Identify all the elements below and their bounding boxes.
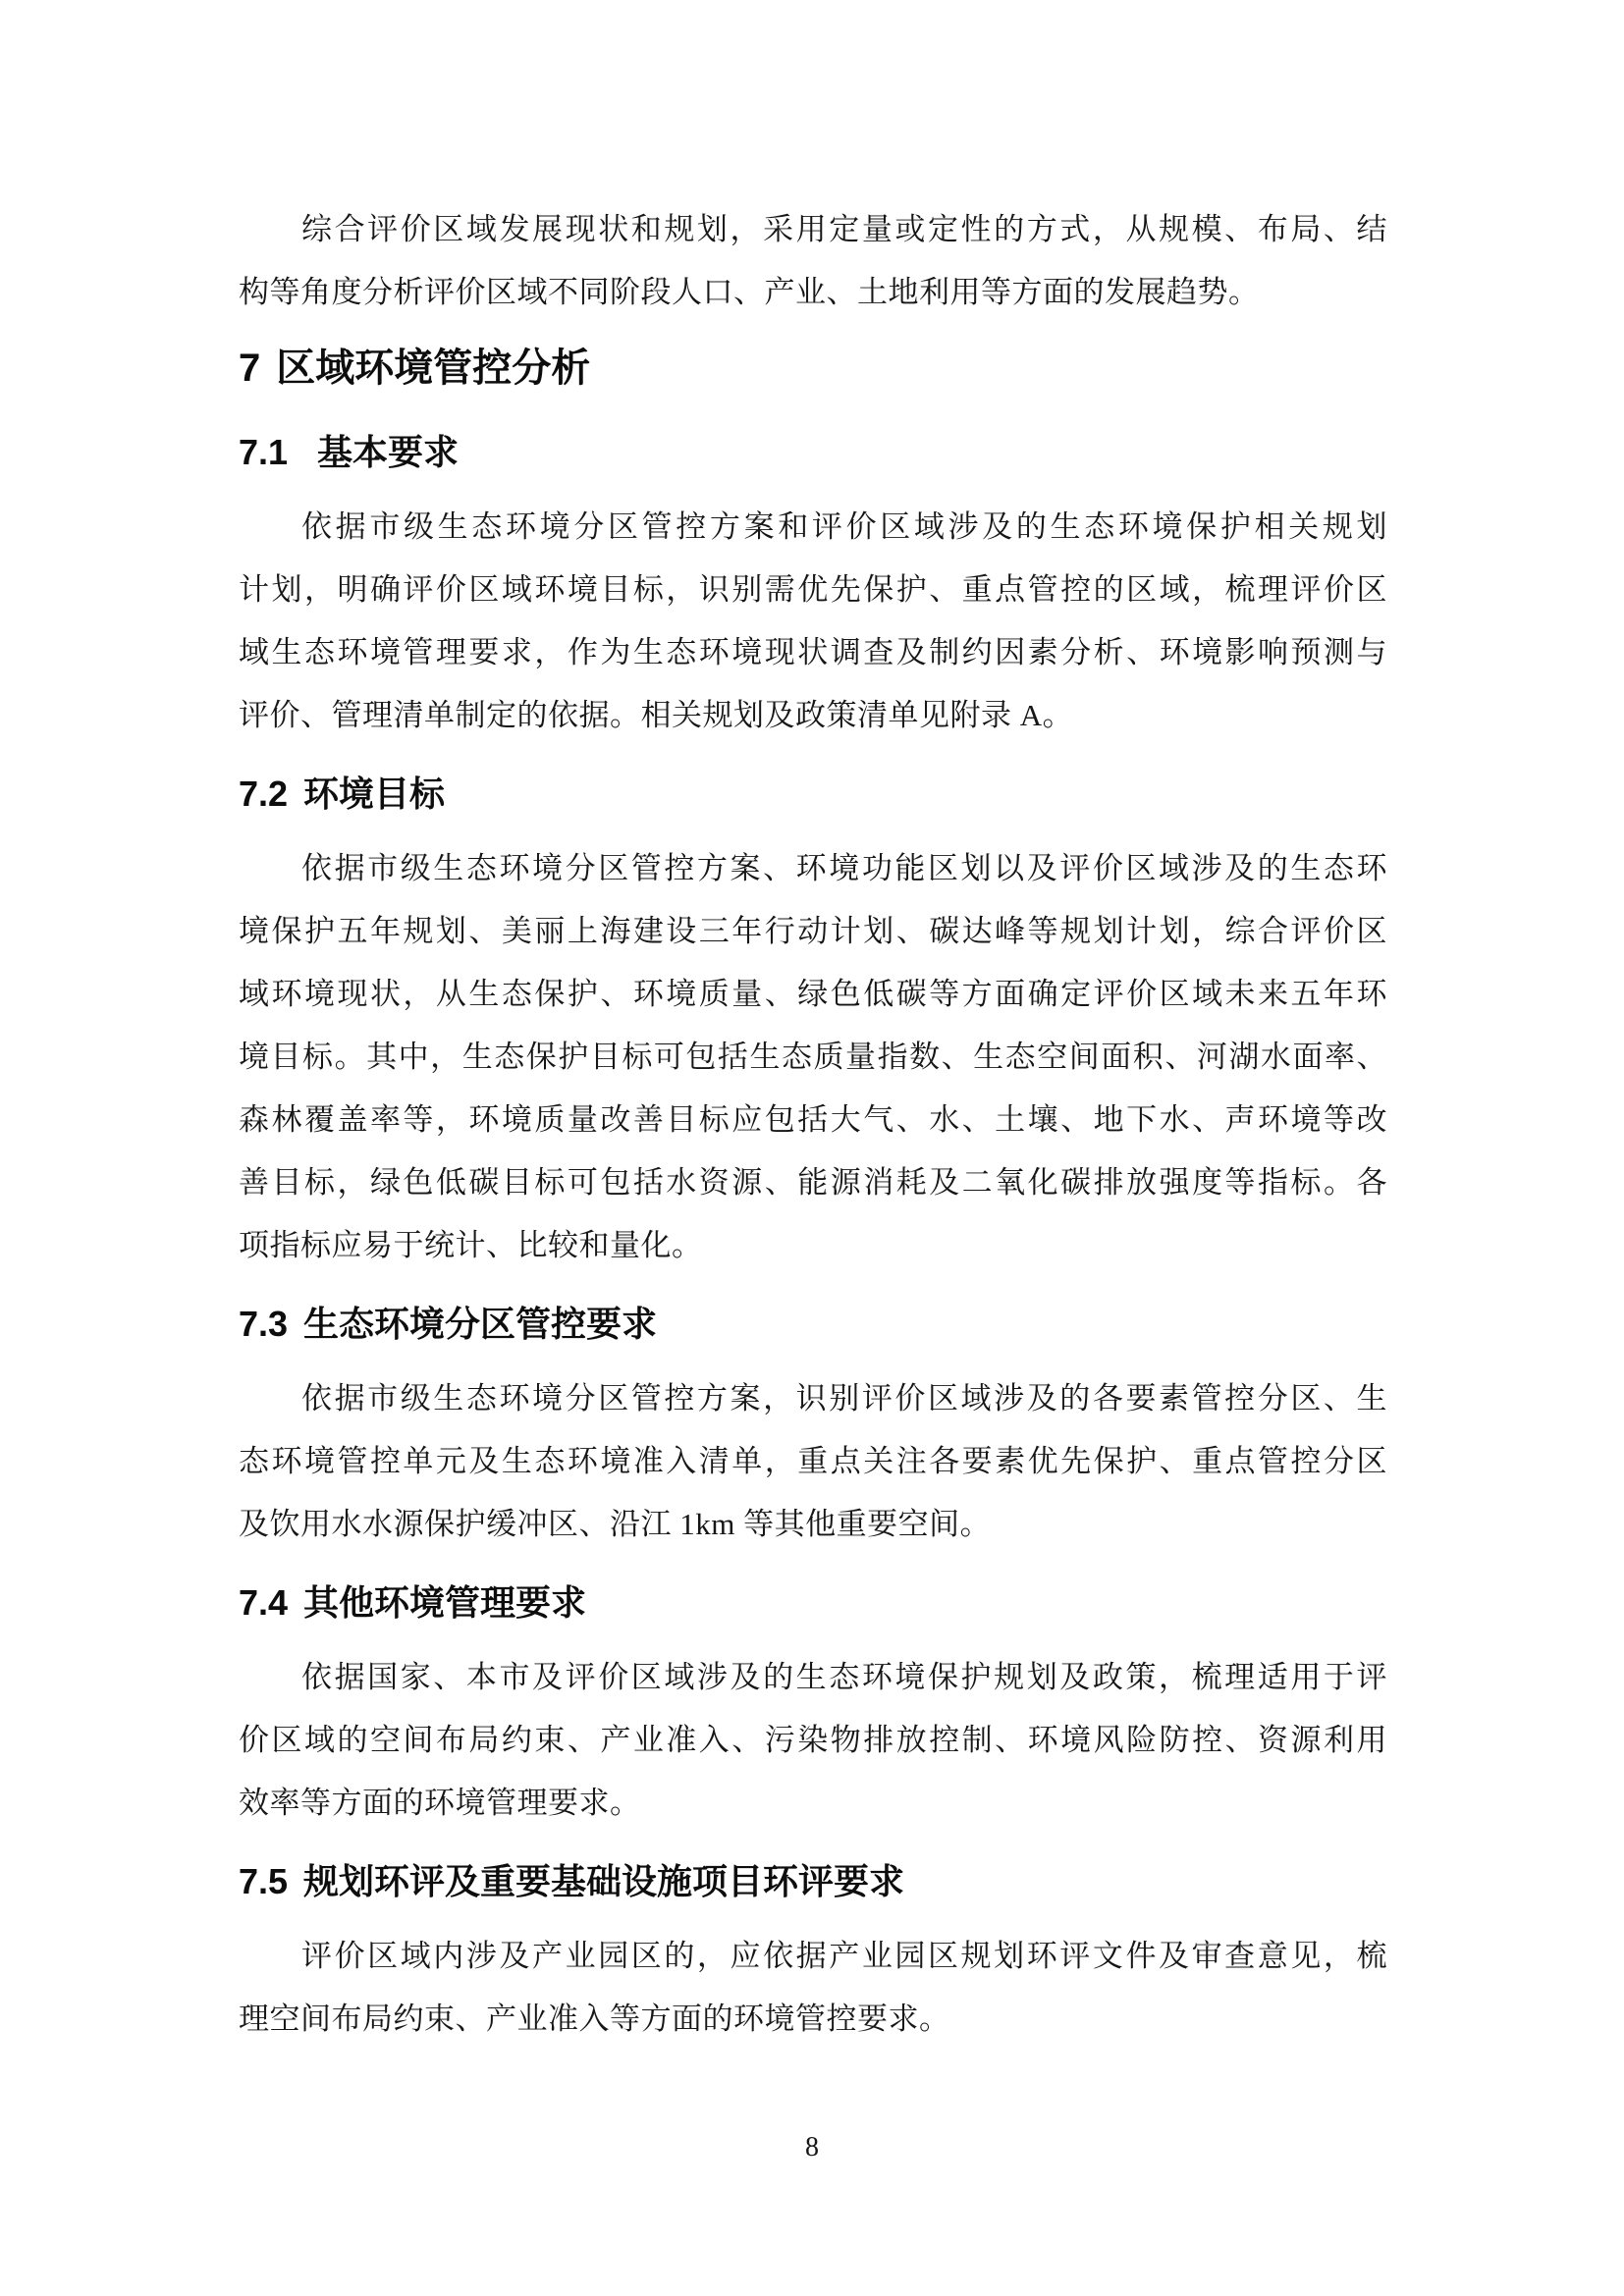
body-line: 域生态环境管理要求，作为生态环境现状调查及制约因素分析、环境影响预测与 xyxy=(239,635,1387,669)
body-line: 境保护五年规划、美丽上海建设三年行动计划、碳达峰等规划计划，综合评价区 xyxy=(239,914,1387,948)
body-line: 项指标应易于统计、比较和量化。 xyxy=(239,1228,703,1262)
section-number: 7.3 xyxy=(239,1304,289,1344)
body-line: 依据市级生态环境分区管控方案和评价区域涉及的生态环境保护相关规划 xyxy=(301,509,1387,544)
section-heading-7-5 xyxy=(239,1850,1387,1913)
section-number: 7.1 xyxy=(239,432,289,472)
body-line: 理空间布局约束、产业准入等方面的环境管控要求。 xyxy=(239,2002,950,2036)
page-content xyxy=(239,198,1387,2051)
chapter-title: 区域环境管控分析 xyxy=(276,347,591,390)
body-line: 态环境管控单元及生态环境准入清单，重点关注各要素优先保护、重点管控分区 xyxy=(239,1444,1387,1478)
section-title: 其他环境管理要求 xyxy=(303,1582,587,1623)
body-line: 评价、管理清单制定的依据。相关规划及政策清单见附录 A。 xyxy=(239,698,1074,732)
section-title: 基本要求 xyxy=(317,432,460,472)
section-title: 环境目标 xyxy=(303,774,446,814)
section-number: 7.4 xyxy=(239,1582,289,1623)
body-line: 森林覆盖率等，环境质量改善目标应包括大气、水、土壤、地下水、声环境等改 xyxy=(239,1102,1387,1137)
body-line: 效率等方面的环境管理要求。 xyxy=(239,1786,641,1820)
body-line: 价区域的空间布局约束、产业准入、污染物排放控制、环境风险防控、资源利用 xyxy=(239,1723,1387,1757)
body-line: 计划，明确评价区域环境目标，识别需优先保护、重点管控的区域，梳理评价区 xyxy=(239,572,1387,607)
section-heading-7-1 xyxy=(239,421,1387,484)
section-title: 规划环评及重要基础设施项目环评要求 xyxy=(303,1861,905,1901)
intro-line: 综合评价区域发展现状和规划，采用定量或定性的方式，从规模、布局、结 xyxy=(301,212,1387,246)
chapter-heading xyxy=(239,337,1387,400)
section-heading-7-3 xyxy=(239,1293,1387,1356)
chapter-number: 7 xyxy=(239,347,261,390)
body-line: 依据国家、本市及评价区域涉及的生态环境保护规划及政策，梳理适用于评 xyxy=(301,1660,1387,1694)
body-line: 评价区域内涉及产业园区的，应依据产业园区规划环评文件及审查意见，梳 xyxy=(301,1939,1387,1973)
section-7-2-paragraph xyxy=(239,837,1387,1277)
section-heading-7-4 xyxy=(239,1572,1387,1634)
body-line: 及饮用水水源保护缓冲区、沿江 1km 等其他重要空间。 xyxy=(239,1507,992,1541)
section-number: 7.2 xyxy=(239,774,289,814)
page-number: 8 xyxy=(805,2132,819,2163)
body-line: 依据市级生态环境分区管控方案、环境功能区划以及评价区域涉及的生态环 xyxy=(301,851,1387,885)
section-number: 7.5 xyxy=(239,1861,289,1901)
body-line: 善目标，绿色低碳目标可包括水资源、能源消耗及二氧化碳排放强度等指标。各 xyxy=(239,1165,1387,1200)
section-heading-7-2 xyxy=(239,763,1387,826)
section-7-4-paragraph xyxy=(239,1646,1387,1835)
body-line: 域环境现状，从生态保护、环境质量、绿色低碳等方面确定评价区域未来五年环 xyxy=(239,977,1387,1011)
body-line: 境目标。其中，生态保护目标可包括生态质量指数、生态空间面积、河湖水面率、 xyxy=(239,1040,1387,1074)
section-title: 生态环境分区管控要求 xyxy=(303,1304,658,1344)
section-7-5-paragraph xyxy=(239,1925,1387,2051)
body-line: 依据市级生态环境分区管控方案，识别评价区域涉及的各要素管控分区、生 xyxy=(301,1381,1387,1415)
section-7-1-paragraph xyxy=(239,496,1387,747)
intro-line: 构等角度分析评价区域不同阶段人口、产业、土地利用等方面的发展趋势。 xyxy=(239,275,1260,309)
section-7-3-paragraph xyxy=(239,1367,1387,1556)
